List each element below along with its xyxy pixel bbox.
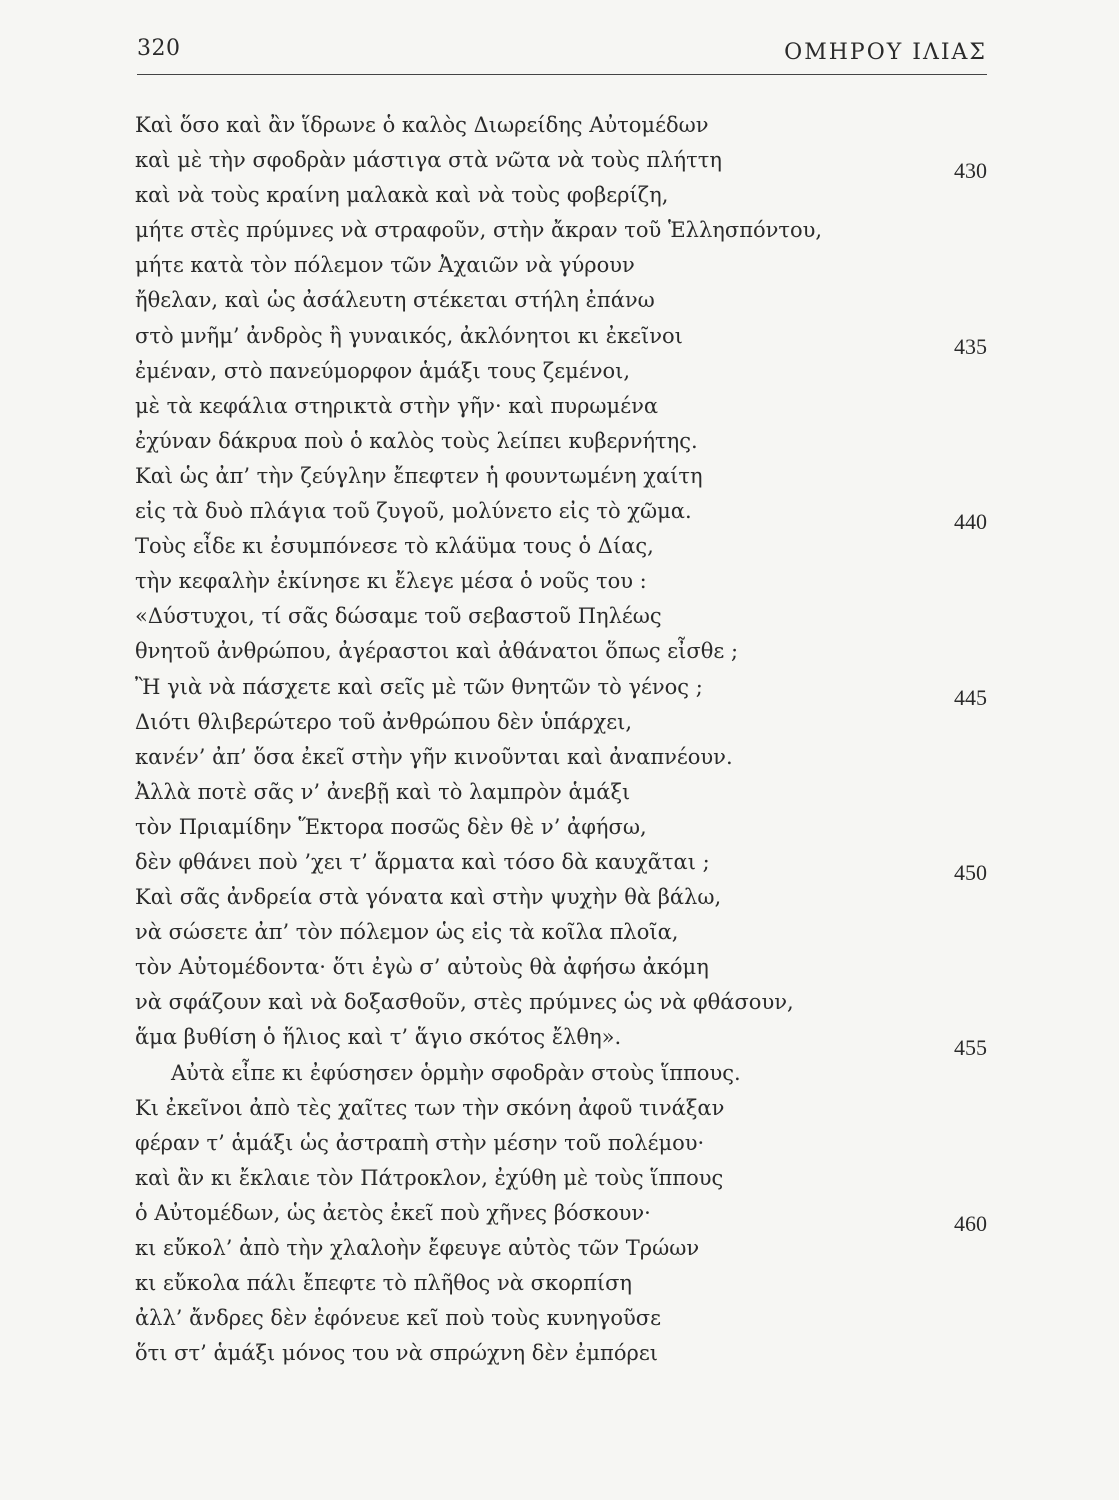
line-number: 440 — [954, 509, 987, 535]
verse-text: καὶ ἂν κι ἔκλαιε τὸν Πάτροκλον, ἐχύθη μὲ τοὺς ἵππους — [135, 1165, 724, 1190]
verse-text: Ἢ γιὰ νὰ πάσχετε καὶ σεῖς μὲ τῶν θνητῶν τὸ γένος ; — [135, 674, 703, 699]
verse-line — [127, 915, 987, 950]
verse-text: δὲν φθάνει ποὺ ’χει τ’ ἅρματα καὶ τόσο δὰ καυχᾶται ; — [135, 849, 710, 874]
line-number: 430 — [954, 158, 987, 184]
verse-text: μὲ τὰ κεφάλια στηρικτὰ στὴν γῆν· καὶ πυρωμένα — [135, 393, 659, 418]
verse-line — [127, 564, 987, 599]
verse-line — [127, 424, 987, 459]
page-number: 320 — [137, 36, 181, 61]
verse-text: θνητοῦ ἀνθρώπου, ἀγέραστοι καὶ ἀθάνατοι ὅπως εἶσθε ; — [135, 639, 739, 664]
verse-line — [127, 1196, 987, 1236]
verse-text: στὸ μνῆμ’ ἀνδρὸς ἢ γυναικός, ἀκλόνητοι κι ἐκεῖνοι — [135, 323, 683, 348]
verse-text: Αὐτὰ εἶπε κι ἐφύσησεν ὁρμὴν σφοδρὰν στοὺς ἵππους. — [171, 1060, 741, 1085]
verse-line — [127, 1091, 987, 1126]
verse-text: εἰς τὰ δυὸ πλάγια τοῦ ζυγοῦ, μολύνετο εἰς τὸ χῶμα. — [135, 499, 692, 524]
verse-text: κι εὔκολ’ ἀπὸ τὴν χλαλοὴν ἔφευγε αὐτὸς τῶν Τρώων — [135, 1236, 700, 1260]
verse-line — [127, 1231, 987, 1266]
verse-line — [127, 389, 987, 424]
verse-text: ἐχύναν δάκρυα ποὺ ὁ καλὸς τοὺς λείπει κυβερνήτης. — [135, 428, 698, 453]
verse-line — [127, 248, 987, 283]
verse-line — [127, 1266, 987, 1301]
verse-text: τὴν κεφαλὴν ἐκίνησε κι ἔλεγε μέσα ὁ νοῦς του : — [135, 569, 647, 594]
verse-line — [127, 845, 987, 885]
verse-line — [127, 775, 987, 810]
verse-line — [127, 1336, 987, 1371]
verse-text: Καὶ ὡς ἀπ’ τὴν ζεύγλην ἔπεφτεν ἡ φουντωμένη χαίτη — [135, 463, 703, 488]
verse-line — [127, 810, 987, 845]
verse-line — [127, 1301, 987, 1336]
verse-line — [127, 143, 987, 184]
verse-line — [127, 459, 987, 494]
line-number: 450 — [954, 859, 987, 885]
verse-line — [127, 599, 987, 634]
running-title: ΟΜΗΡΟΥ ΙΛΙΑΣ — [784, 40, 987, 65]
verse-text: «Δύστυχοι, τί σᾶς δώσαμε τοῦ σεβαστοῦ Πηλέως — [135, 604, 662, 629]
verse-line — [127, 1161, 987, 1196]
verse-text: μήτε στὲς πρύμνες νὰ στραφοῦν, στὴν ἄκραν τοῦ Ἑλλησπόντου, — [135, 218, 823, 243]
verse-text: Καὶ σᾶς ἀνδρεία στὰ γόνατα καὶ στὴν ψυχὴν θὰ βάλω, — [135, 885, 722, 910]
verse-line — [127, 634, 987, 669]
verse-line — [127, 740, 987, 775]
verse-text: ἀλλ’ ἄνδρες δὲν ἐφόνευε κεῖ ποὺ τοὺς κυνηγοῦσε — [135, 1306, 662, 1331]
verse-line — [127, 283, 987, 318]
verse-line — [127, 670, 987, 710]
verse-line — [127, 108, 987, 143]
line-number: 460 — [954, 1210, 987, 1236]
verse-text: Διότι θλιβερώτερο τοῦ ἀνθρώπου δὲν ὑπάρχει, — [135, 709, 633, 734]
verse-line — [127, 178, 987, 213]
verse-text: καὶ νὰ τοὺς κραίνη μαλακὰ καὶ νὰ τοὺς φοβερίζη, — [135, 183, 669, 208]
verse-line — [127, 213, 987, 248]
line-number: 435 — [954, 333, 987, 359]
verse-line — [127, 985, 987, 1020]
verse-text: Κι ἐκεῖνοι ἀπὸ τὲς χαῖτες των τὴν σκόνη ἀφοῦ τινάξαν — [135, 1095, 725, 1120]
verse-text: ἤθελαν, καὶ ὡς ἀσάλευτη στέκεται στήλη ἐπάνω — [135, 288, 655, 313]
line-number: 455 — [954, 1035, 987, 1061]
verse-text: ἅμα βυθίση ὁ ἥλιος καὶ τ’ ἅγιο σκότος ἔλθη». — [135, 1025, 622, 1050]
verse-text: Ἀλλὰ ποτὲ σᾶς ν’ ἀνεβῇ καὶ τὸ λαμπρὸν ἁμάξι — [135, 779, 631, 804]
verse-text: νὰ σφάζουν καὶ νὰ δοξασθοῦν, στὲς πρύμνες ὡς νὰ φθάσουν, — [135, 990, 794, 1015]
verse-text: Καὶ ὅσο καὶ ἂν ἵδρωνε ὁ καλὸς Διωρείδης Αὐτομέδων — [135, 113, 709, 137]
verse-line — [127, 494, 987, 535]
verse-line — [127, 705, 987, 740]
verse-text: φέραν τ’ ἁμάξι ὡς ἀστραπὴ στὴν μέσην τοῦ πολέμου· — [135, 1130, 705, 1155]
verse-line — [127, 1056, 987, 1091]
verse-text: Τοὺς εἶδε κι ἐσυμπόνεσε τὸ κλάϋμα τους ὁ Δίας, — [135, 534, 654, 559]
verse-line — [127, 1126, 987, 1161]
verse-text: ὅτι στ’ ἁμάξι μόνος του νὰ σπρώχνη δὲν ἐμπόρει — [135, 1341, 658, 1366]
verse-text: τὸν Αὐτομέδοντα· ὅτι ἐγὼ σ’ αὐτοὺς θὰ ἀφήσω ἀκόμη — [135, 955, 709, 980]
verse-text: νὰ σώσετε ἀπ’ τὸν πόλεμον ὡς εἰς τὰ κοῖλα πλοῖα, — [135, 920, 679, 945]
verse-list — [127, 108, 987, 1371]
verse-text: ὁ Αὐτομέδων, ὡς ἀετὸς ἐκεῖ ποὺ χῆνες βόσκουν· — [135, 1200, 651, 1225]
verse-text: μήτε κατὰ τὸν πόλεμον τῶν Ἀχαιῶν νὰ γύρουν — [135, 253, 635, 278]
verse-line — [127, 319, 987, 359]
verse-line — [127, 950, 987, 985]
verse-line — [127, 880, 987, 915]
verse-text: κανέν’ ἀπ’ ὅσα ἐκεῖ στὴν γῆν κινοῦνται καὶ ἀναπνέουν. — [135, 744, 733, 769]
verse-text: κι εὔκολα πάλι ἔπεφτε τὸ πλῆθος νὰ σκορπίση — [135, 1271, 633, 1296]
header-rule — [137, 74, 987, 75]
verse-line — [127, 529, 987, 564]
line-number: 445 — [954, 684, 987, 710]
verse-text: ἐμέναν, στὸ πανεύμορφον ἁμάξι τους ζεμένοι, — [135, 358, 631, 383]
verse-line — [127, 1020, 987, 1061]
verse-line — [127, 354, 987, 389]
verse-text: τὸν Πριαμίδην Ἕκτορα ποσῶς δὲν θὲ ν’ ἀφήσω, — [135, 814, 647, 839]
verse-text: καὶ μὲ τὴν σφοδρὰν μάστιγα στὰ νῶτα νὰ τοὺς πλήττη — [135, 148, 722, 173]
